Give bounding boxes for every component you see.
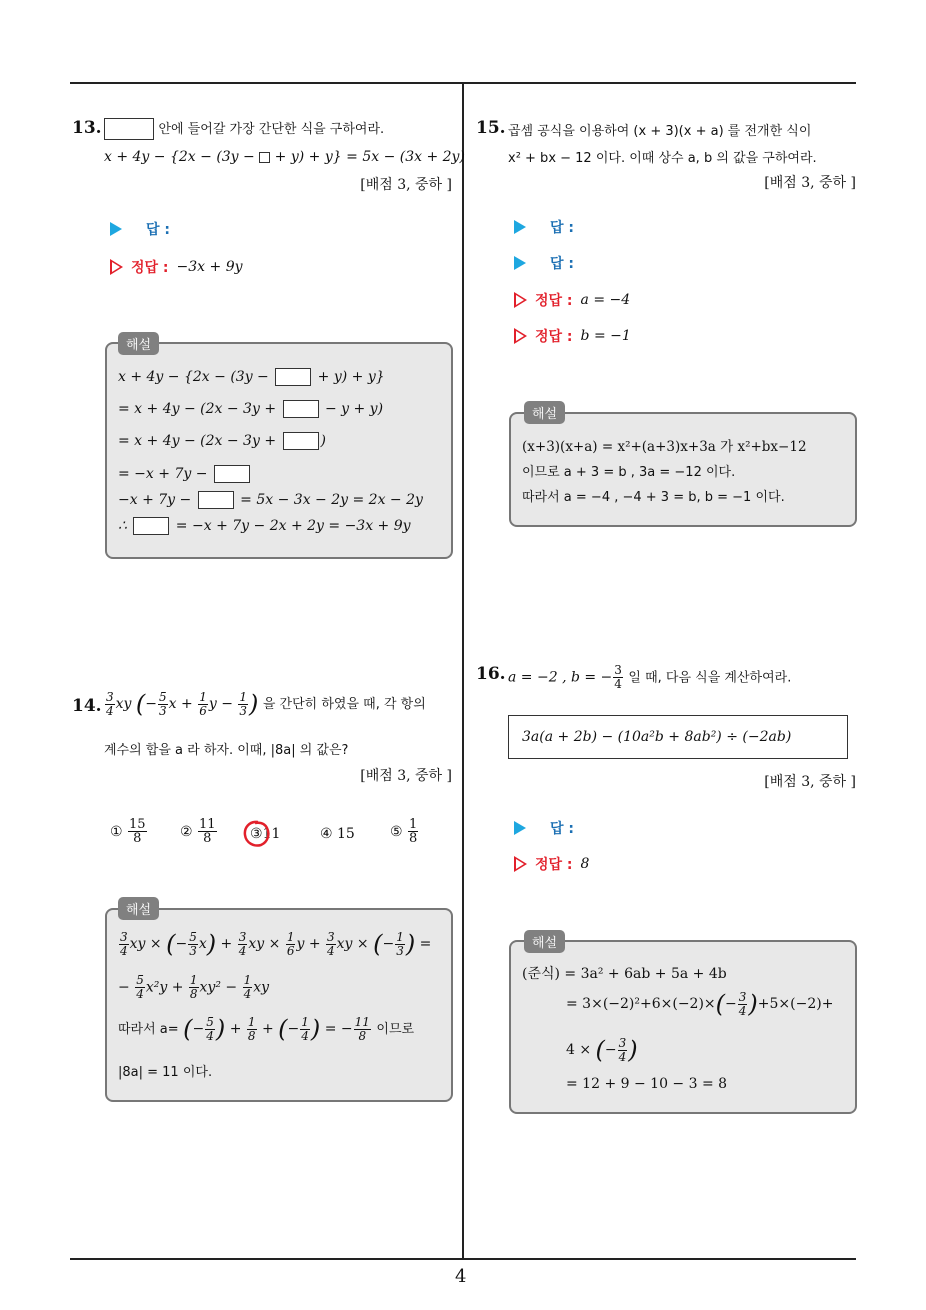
q14-sol-line-3: 따라서 a= (− $\frac{5}{4}$ ) + $\frac{1}{8}$ + (− $\frac{1}{4}$ ) = − $\frac{11}{8}$ 이므로 <box>118 1014 415 1043</box>
q13-prompt: 안에 들어갈 가장 간단한 식을 구하여라. <box>158 122 385 137</box>
selected-answer-circle-icon <box>242 819 272 849</box>
q13-blank <box>283 432 319 450</box>
q14-choice-3[interactable]: ③ 11 <box>250 826 281 842</box>
q13-blank <box>283 400 319 418</box>
column-divider <box>462 83 464 1259</box>
correct-triangle-icon <box>110 259 123 275</box>
q15-line-1: 곱셈 공식을 이용하여 (x + 3)(x + a) 를 전개한 식이 <box>508 124 812 139</box>
q14-expression: $\frac{3}{4}$ xy (− $\frac{5}{3}$ x + $\frac{1}{6}$ y − $\frac{1}{3}$ ) 을 간단히 하였을 때, 각 항의 <box>106 689 426 718</box>
q16-number: 16. <box>476 664 506 684</box>
q15-answer-row-1: 답 : <box>514 217 584 237</box>
q14-solution-tag: 해설 <box>118 897 159 920</box>
q16-sol-line-4: = 12 + 9 − 10 − 3 = 8 <box>566 1076 728 1092</box>
q15-solution-tag: 해설 <box>524 401 565 424</box>
q14-choice-2[interactable]: ② $\frac{11}{8}$ <box>180 817 216 846</box>
answer-triangle-icon <box>514 256 526 270</box>
q13-blank <box>275 368 311 386</box>
q13-sol-line-2: = x + 4y − (2x − 3y + − y + y) <box>118 401 384 417</box>
q13-sol-line-4: = −x + 7y − <box>118 465 252 483</box>
q16-expression: 3a(a + 2b) − (10a²b + 8ab²) ÷ (−2ab) <box>522 729 792 745</box>
q15-number: 15. <box>476 118 506 138</box>
q16-points: [배점 3, 중하 ] <box>764 774 856 790</box>
q16-line-1: a = −2 , b = − $\frac{3}{4}$ 일 때, 다음 식을 계산하여라. <box>508 663 792 691</box>
q13-correct-row <box>110 257 243 277</box>
q15-correct-row-1: 정답 : a = −4 <box>514 290 630 310</box>
q13-points: [배점 3, 중하 ] <box>360 177 452 193</box>
q13-number: 13. <box>72 118 102 138</box>
q13-blank <box>133 517 169 535</box>
correct-triangle-icon <box>514 856 527 872</box>
q15-answer-row-2: 답 : <box>514 253 584 273</box>
q13-prompt-line <box>104 118 384 140</box>
q15-sol-line-3: 따라서 a = −4 , −4 + 3 = b, b = −1 이다. <box>522 490 785 505</box>
q14-points: [배점 3, 중하 ] <box>360 768 452 784</box>
q14-sol-line-4: |8a| = 11 이다. <box>118 1065 213 1080</box>
small-blank-square <box>259 152 270 163</box>
q15-sol-line-1: (x+3)(x+a) = x²+(a+3)x+3a 가 x²+bx−12 <box>522 439 807 455</box>
q16-solution-tag: 해설 <box>524 930 565 953</box>
q14-sol-line-1: $\frac{3}{4}$ xy × (− $\frac{5}{3}$ x) + $\frac{3}{4}$ xy × $\frac{1}{6}$ y + $\frac{3}{4}$ xy × (− $\frac{1}{3}$ ) = <box>120 929 432 958</box>
correct-triangle-icon <box>514 292 527 308</box>
q16-sol-line-1: (준식) = 3a² + 6ab + 5a + 4b <box>522 966 727 982</box>
q13-solution-tag: 해설 <box>118 332 159 355</box>
q15-points: [배점 3, 중하 ] <box>764 175 856 191</box>
page-number: 4 <box>455 1266 467 1287</box>
q13-sol-line-6: ∴ = −x + 7y − 2x + 2y = −3x + 9y <box>118 518 411 534</box>
q15-sol-line-2: 이므로 a + 3 = b , 3a = −12 이다. <box>522 465 736 480</box>
q16-sol-line-3: 4 × (− $\frac{3}{4}$ ) <box>566 1035 638 1064</box>
q14-choice-1[interactable]: ① $\frac{15}{8}$ <box>110 817 146 846</box>
answer-triangle-icon <box>514 220 526 234</box>
q13-correct-label: 정답 : <box>131 260 169 276</box>
q13-blank <box>214 465 250 483</box>
q14-number: 14. <box>72 696 102 716</box>
bottom-rule <box>70 1258 856 1260</box>
q14-choice-5[interactable]: ⑤ $\frac{1}{8}$ <box>390 817 418 846</box>
q13-sol-line-1: x + 4y − {2x − (3y − + y) + y} <box>118 369 385 385</box>
q13-blank <box>198 491 234 509</box>
q13-correct-value: −3x + 9y <box>176 259 243 275</box>
q14-line-2: 계수의 합을 a 라 하자. 이때, |8a| 의 값은? <box>104 743 349 758</box>
q16-sol-line-2: = 3×(−2)²+6×(−2)×(− $\frac{3}{4}$ )+5×(−2)+ <box>566 989 834 1018</box>
q14-choice-4[interactable]: ④ 15 <box>320 826 355 842</box>
answer-triangle-icon <box>514 821 526 835</box>
q16-answer-row: 답 : <box>514 818 584 838</box>
q13-sol-line-5: −x + 7y − = 5x − 3x − 2y = 2x − 2y <box>118 492 423 508</box>
q16-correct-row: 정답 : 8 <box>514 854 589 874</box>
q13-answer-row <box>110 219 180 239</box>
q13-answer-blank <box>104 118 154 140</box>
q15-line-2: x² + bx − 12 이다. 이때 상수 a, b 의 값을 구하여라. <box>508 151 817 166</box>
answer-triangle-icon <box>110 222 122 236</box>
q13-sol-line-3: = x + 4y − (2x − 3y + ) <box>118 433 326 449</box>
q13-answer-label: 답 : <box>146 222 170 238</box>
correct-triangle-icon <box>514 328 527 344</box>
q15-correct-row-2: 정답 : b = −1 <box>514 326 631 346</box>
q14-sol-line-2: − $\frac{5}{4}$ x²y + $\frac{1}{8}$ xy² − $\frac{1}{4}$ xy <box>118 973 270 1001</box>
q13-equation: x + 4y − {2x − (3y − + y) + y} = 5x − (3x + 2y) <box>104 149 465 165</box>
